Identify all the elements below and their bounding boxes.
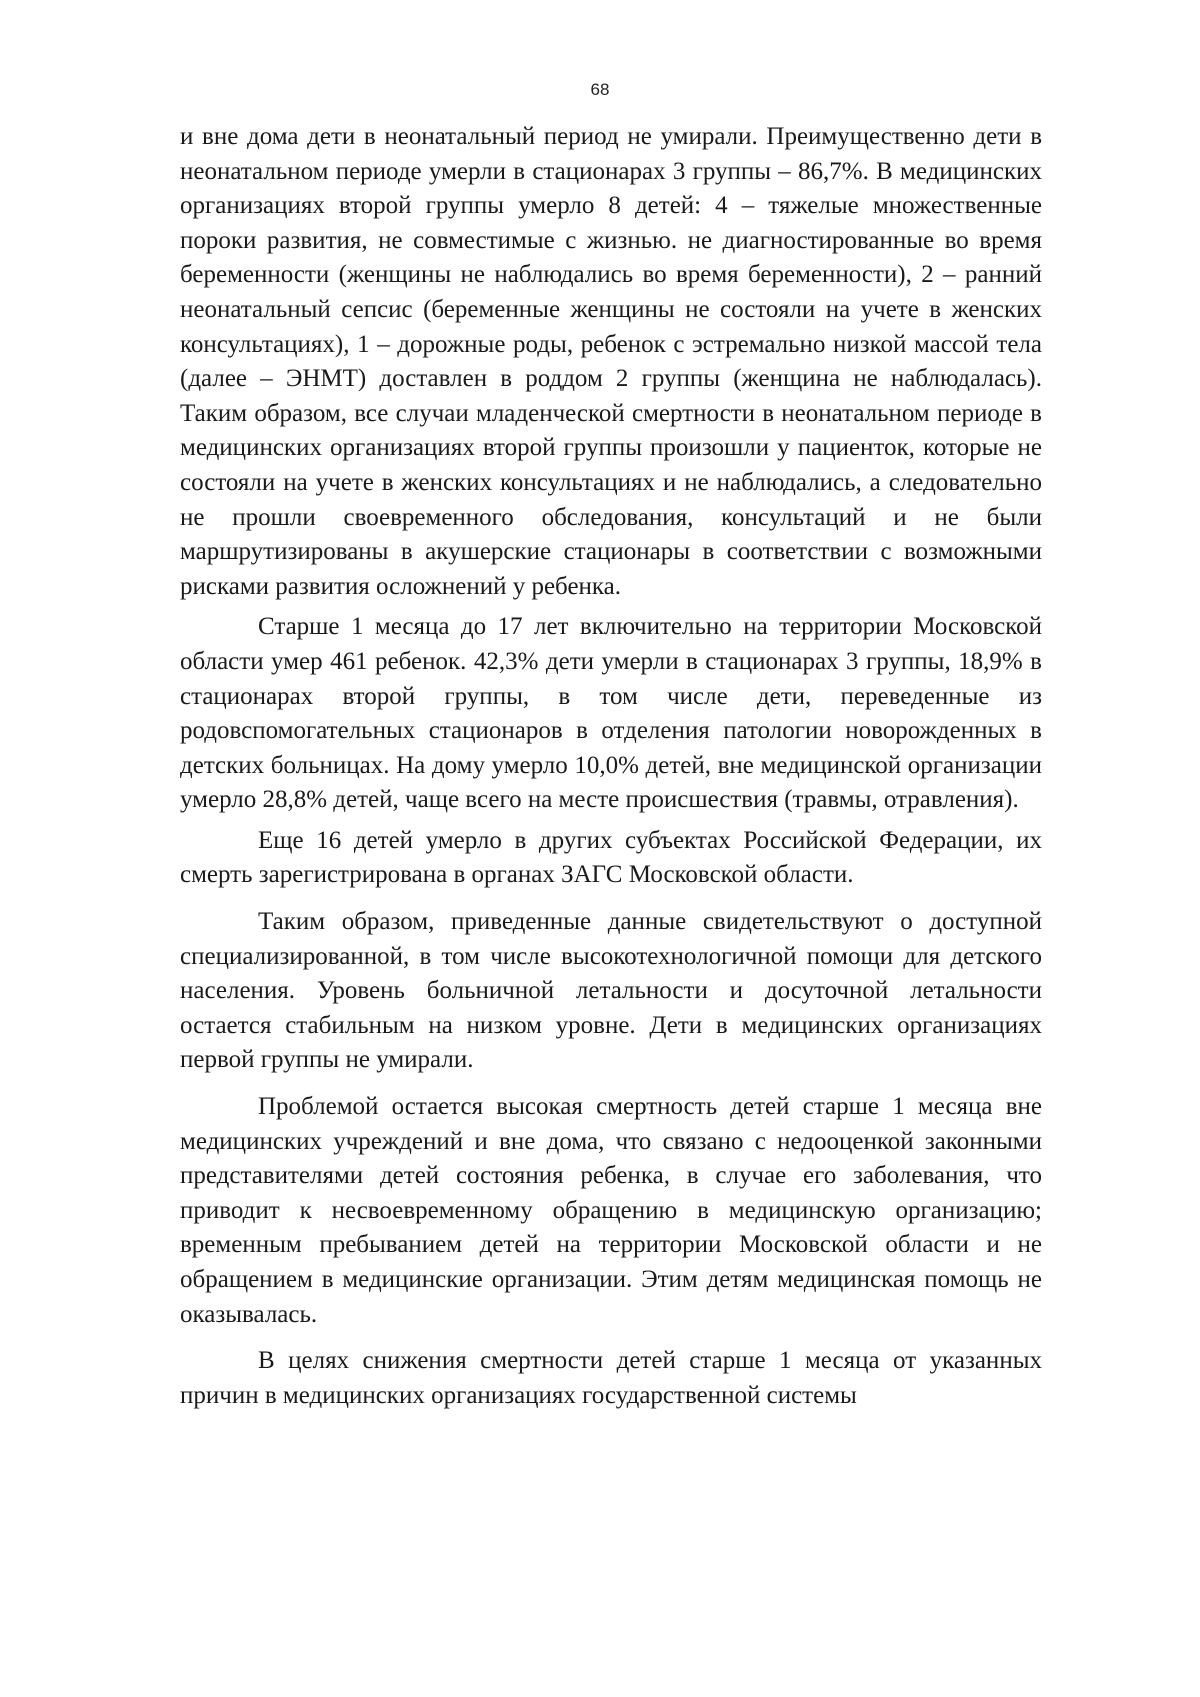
page-number: 68 <box>590 80 610 99</box>
paragraph-problem: Проблемой остается высокая смертность детей старше 1 месяца вне медицинских учреждений и вне дома, что связано с недооценкой законными представителями детей состояния ребенка, в случае его заболевания, что приводит к несвоевременному обращению в медицинскую организацию; временным пребыванием детей на территории Московской области и не обращением в медицинские организации. Этим детям медицинская помощь не оказывалась. <box>180 1093 1042 1328</box>
paragraph-other-regions: Еще 16 детей умерло в других субъектах Российской Федерации, их смерть зарегистрирована в органах ЗАГС Московской области. <box>180 826 1042 889</box>
paragraph-conclusion: Таким образом, приведенные данные свидетельствуют о доступной специализированной, в том числе высокотехнологичной помощи для детского населения. Уровень больничной летальности и досуточной летальности остается стабильным на низком уровне. Дети в медицинских организациях первой группы не умирали. <box>180 908 1042 1074</box>
document-body <box>180 120 1042 1413</box>
paragraph-neonatal-mortality: и вне дома дети в неонатальный период не умирали. Преимущественно дети в неонатальном периоде умерли в стационарах 3 группы – 86,7%. В медицинских организациях второй группы умерло 8 детей: 4 – тяжелые множественные пороки развития, не совместимые с жизнью. не диагностированные во время беременности (женщины не наблюдались во время беременности), 2 – ранний неонатальный сепсис (беременные женщины не состояли на учете в женских консультациях), 1 – дорожные роды, ребенок с эстремально низкой массой тела (далее – ЭНМТ) доставлен в роддом 2 группы (женщина не наблюдалась). Таким образом, все случаи младенческой смертности в неонатальном периоде в медицинских организациях второй группы произошли у пациенток, которые не состояли на учете в женских консультациях и не наблюдались, а следовательно не прошли своевременного обследования, консультаций и не были маршрутизированы в акушерские стационары в соответствии с возможными рисками развития осложнений у ребенка. <box>180 123 1042 600</box>
paragraph-older-children: Старше 1 месяца до 17 лет включительно на территории Московской области умер 461 ребенок. 42,3% дети умерли в стационарах 3 группы, 18,9% в стационарах второй группы, в том числе дети, переведенные из родовспомогательных стационаров в отделения патологии новорожденных в детских больницах. На дому умерло 10,0% детей, вне медицинской организации умерло 28,8% детей, чаще всего на месте происшествия (травмы, отравления). <box>180 613 1042 814</box>
paragraph-measures: В целях снижения смертности детей старше 1 месяца от указанных причин в медицинских организациях государственной системы <box>180 1347 1042 1409</box>
